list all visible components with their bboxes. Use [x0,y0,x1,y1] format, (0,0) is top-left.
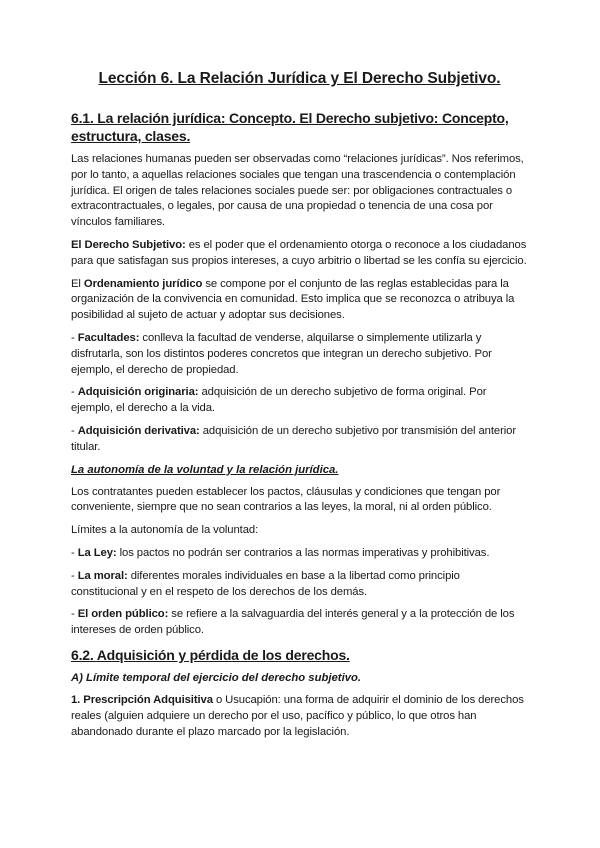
definition-la-ley: los pactos no podrán ser contrarios a las normas imperativas y prohibitivas. [116,546,490,559]
term-la-moral: La moral: [77,569,128,582]
list-item-facultades [71,331,528,378]
list-item-orden-publico [71,607,528,639]
definition-adquisicion-originaria: adquisición de un derecho subjetivo de forma original. Por ejemplo, el derecho a la vida. [71,386,487,415]
list-dash: - [71,386,78,399]
list-dash: - [71,569,78,582]
list-item-adquisicion-derivativa [71,424,528,456]
list-dash: - [71,546,78,559]
page-title: Lección 6. La Relación Jurídica y El Derecho Subjetivo. [98,70,501,87]
subheading-limite-temporal: A) Límite temporal del ejercicio del derecho subjetivo. [71,671,362,684]
definition-derecho-subjetivo: es el poder que el ordenamiento otorga o reconoce a los ciudadanos para que satisfagan sus propios intereses, a cuyo arbitrio o libertad se les confía su ejercicio. [71,238,527,267]
term-la-ley: La Ley: [77,546,117,559]
list-item-la-moral [71,569,528,601]
definition-orden-publico: se refiere a la salvaguardia del interés general y a la protección de los intereses de orden público. [71,608,515,637]
section-heading-6-2: 6.2. Adquisición y pérdida de los derechos. [71,646,350,663]
term-ordenamiento: Ordenamiento jurídico [83,277,203,290]
list-dash: - [71,424,78,437]
term-facultades: Facultades: [77,331,140,344]
paragraph-ordenamiento [71,277,528,324]
list-item-adquisicion-originaria [71,385,528,417]
definition-ordenamiento: se compone por el conjunto de las reglas establecidas para la organización de la convivencia en comunidad. Esto implica que se reconozca o atribuya la posibilidad al sujeto de actuar y adoptar sus decisiones. [71,277,515,322]
definition-prescripcion: o Usucapión: una forma de adquirir el dominio de los derechos reales (alguien adquiere un derecho por el uso, pacífico y público, lo que otros han abandonado durante el plazo marcado por la legislación. [71,693,524,738]
term-prescripcion: 1. Prescripción Adquisitiva [71,693,213,706]
subheading-autonomia: La autonomía de la voluntad y la relación jurídica. [71,463,339,476]
paragraph-prescripcion [71,693,528,740]
list-dash: - [71,331,78,344]
ordenamiento-prefix: El [71,277,84,290]
paragraph-contratantes: Los contratantes pueden establecer los pactos, cláusulas y condiciones que tengan por conveniente, siempre que no sean contrarios a las leyes, la moral, ni al orden público. [71,485,501,514]
list-dash: - [71,608,78,621]
term-orden-publico: El orden público: [77,608,169,621]
definition-adquisicion-derivativa: adquisición de un derecho subjetivo por transmisión del anterior titular. [71,424,516,453]
paragraph-derecho-subjetivo [71,238,528,270]
paragraph-relaciones: Las relaciones humanas pueden ser observadas como “relaciones jurídicas”. Nos referimos, por lo tanto, a aquellas relaciones sociales que tengan una trascendencia o contemplación jurídica. El origen de tales relaciones sociales puede ser: por obligaciones contractuales o extracontractuales, o legales, por causa de una propiedad o tenencia de una cosa por vínculos familiares. [71,153,524,229]
paragraph-limites: Límites a la autonomía de la voluntad: [71,524,259,537]
section-heading-6-1: 6.1. La relación jurídica: Concepto. El Derecho subjetivo: Concepto, estructura, clases. [71,110,509,144]
term-adquisicion-derivativa: Adquisición derivativa: [77,424,200,437]
list-item-la-ley [71,546,528,562]
term-derecho-subjetivo: El Derecho Subjetivo: [71,238,186,251]
definition-la-moral: diferentes morales individuales en base a la libertad como principio constitucional y en el respeto de los derechos de los demás. [71,569,460,598]
definition-facultades: conlleva la facultad de venderse, alquilarse o simplemente utilizarla y disfrutarla, son los distintos poderes concretos que integran un derecho subjetivo. Por ejemplo, el derecho de propiedad. [71,331,492,376]
term-adquisicion-originaria: Adquisición originaria: [77,386,199,399]
